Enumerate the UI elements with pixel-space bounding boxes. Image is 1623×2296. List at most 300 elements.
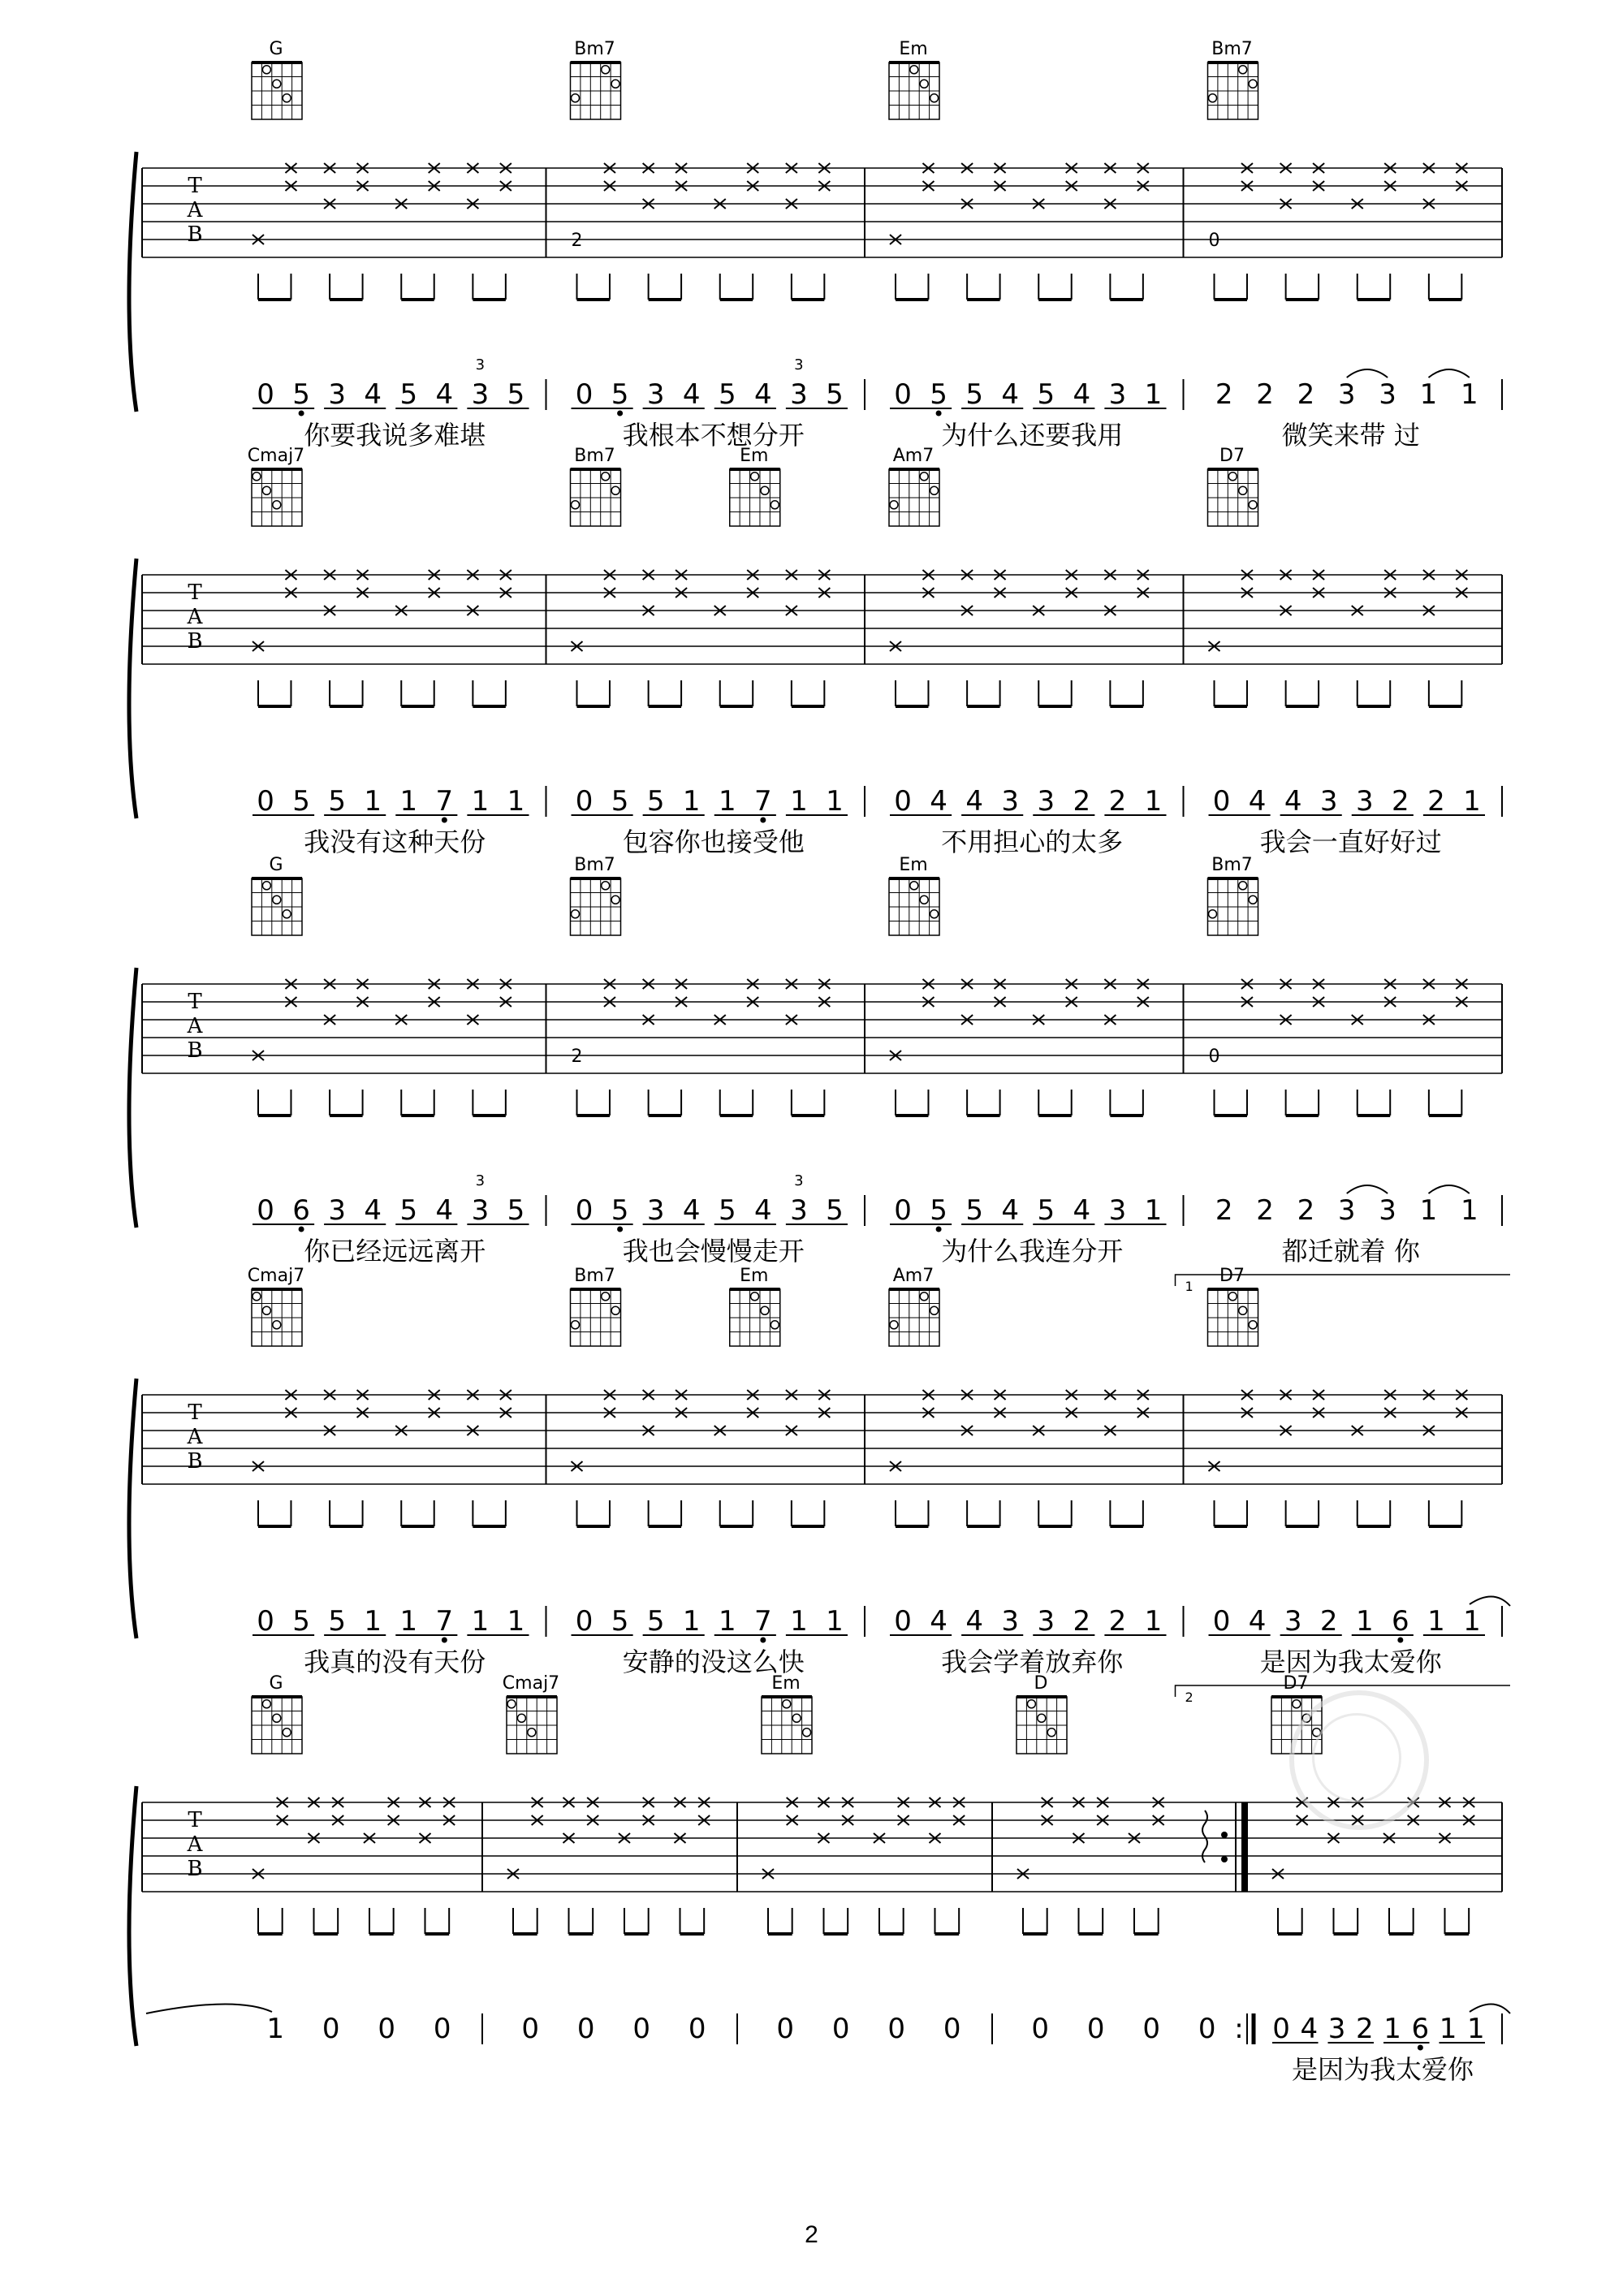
- jianpu-number: 5: [930, 378, 947, 411]
- chord-diagram: [252, 39, 302, 119]
- chord-finger-dot: [783, 1700, 791, 1708]
- jianpu-number: 1: [682, 1605, 701, 1638]
- lyrics-text: 我会一直好好过: [1259, 826, 1442, 857]
- chord-finger-dot: [770, 1321, 779, 1329]
- jianpu-number: 1: [1439, 2013, 1457, 2045]
- chord-diagram: [730, 446, 780, 526]
- chord-finger-dot: [910, 882, 918, 890]
- watermark-stamp: [1289, 1690, 1429, 1830]
- chord-finger-dot: [930, 486, 939, 494]
- jianpu-number: 0: [1212, 1605, 1231, 1638]
- octave-dot: [617, 411, 623, 416]
- chord-name: Em: [899, 39, 928, 59]
- jianpu-number: 5: [507, 1194, 525, 1227]
- measure: [1176, 855, 1511, 1294]
- tab-clef-label: T: [188, 1808, 202, 1832]
- jianpu-number: 1: [399, 1605, 418, 1638]
- jianpu-number: 3: [1319, 785, 1338, 818]
- jianpu-number: 1: [1467, 2013, 1485, 2045]
- jianpu-number: 4: [1300, 2013, 1319, 2045]
- score-system: [129, 39, 1502, 451]
- tab-fret-number: 0: [1208, 1047, 1220, 1067]
- chord-name: Am7: [892, 446, 935, 466]
- lyrics-text: 我也会慢慢走开: [622, 1236, 805, 1267]
- jianpu-number: 0: [943, 2013, 961, 2045]
- chord-finger-dot: [1293, 1700, 1301, 1708]
- chord-diagram: [1208, 1266, 1258, 1346]
- jianpu-number: 0: [894, 1605, 912, 1638]
- jianpu-number: 3: [1037, 1605, 1055, 1638]
- jianpu-number: 1: [718, 1605, 736, 1638]
- jianpu-number: 0: [776, 2013, 795, 2045]
- chord-finger-dot: [1209, 910, 1217, 918]
- tab-clef-label: T: [188, 990, 202, 1014]
- jianpu-number: 2: [1073, 785, 1091, 818]
- jianpu-number: 5: [292, 378, 310, 411]
- chord-finger-dot: [890, 501, 898, 509]
- chord-finger-dot: [792, 1714, 801, 1722]
- triplet-number: 3: [794, 356, 804, 373]
- jianpu-number: 3: [328, 378, 346, 411]
- measure: [571, 855, 865, 1267]
- lyrics-text: 你已经远远离开: [304, 1236, 486, 1267]
- jianpu-number: 0: [632, 2013, 651, 2045]
- jianpu-number: 3: [1379, 1194, 1396, 1227]
- jianpu-number: 1: [682, 785, 701, 818]
- jianpu-number: 7: [754, 1605, 772, 1638]
- jianpu-number: 0: [894, 785, 912, 818]
- chord-finger-dot: [751, 473, 759, 481]
- jianpu-number: 1: [1427, 1605, 1445, 1638]
- chord-name: Em: [740, 446, 769, 466]
- chord-finger-dot: [572, 501, 580, 509]
- tab-fret-number: 2: [571, 231, 583, 251]
- chord-finger-dot: [262, 66, 270, 74]
- jianpu-number: 0: [575, 378, 594, 411]
- jianpu-number: 0: [1212, 785, 1231, 818]
- chord-finger-dot: [273, 896, 281, 904]
- jianpu-number: 3: [471, 378, 490, 411]
- jianpu-number: 2: [1215, 378, 1233, 411]
- jianpu-number: 7: [435, 785, 454, 818]
- lyrics-text: 是因为我太爱你: [1259, 1646, 1442, 1677]
- jianpu-number: 5: [328, 785, 346, 818]
- jianpu-number: 2: [1108, 1605, 1127, 1638]
- jianpu-number: 0: [575, 785, 594, 818]
- jianpu-number: 4: [965, 785, 983, 818]
- jianpu-number: 0: [1272, 2013, 1290, 2045]
- chord-finger-dot: [890, 1321, 898, 1329]
- measure: [571, 446, 865, 857]
- jianpu-number: 4: [435, 1194, 454, 1227]
- jianpu-number: 4: [435, 378, 454, 411]
- jianpu-number: 0: [688, 2013, 706, 2045]
- jianpu-number: 3: [646, 1194, 665, 1227]
- octave-dot: [299, 1227, 304, 1232]
- jianpu-number: 4: [1001, 1194, 1020, 1227]
- measure: [571, 39, 865, 451]
- jianpu-number: 5: [826, 378, 844, 411]
- system-brace: [129, 559, 136, 818]
- jianpu-number: 5: [1037, 1194, 1055, 1227]
- octave-dot: [936, 411, 942, 416]
- jianpu-number: 3: [646, 378, 665, 411]
- jianpu-number: 3: [1001, 785, 1020, 818]
- tab-clef-label: B: [187, 222, 203, 247]
- jianpu-number: 4: [1284, 785, 1302, 818]
- chord-diagram: [503, 1673, 559, 1754]
- jianpu-number: 1: [1419, 378, 1438, 411]
- jianpu-number: 1: [507, 1605, 525, 1638]
- jianpu-number: 1: [826, 1605, 844, 1638]
- lyrics-text: 我没有这种天份: [304, 826, 486, 857]
- jianpu-number: 1: [1144, 1605, 1163, 1638]
- tab-clef-label: B: [187, 1449, 203, 1474]
- chord-finger-dot: [1228, 473, 1237, 481]
- jianpu-number: 4: [1073, 1194, 1091, 1227]
- jianpu-number: 1: [471, 1605, 490, 1638]
- jianpu-number: 1: [1383, 2013, 1401, 2045]
- jianpu-number: 5: [399, 1194, 418, 1227]
- tab-clef-label: T: [188, 580, 202, 605]
- octave-dot: [760, 818, 766, 823]
- jianpu-number: 1: [266, 2013, 285, 2045]
- jianpu-number: 1: [1461, 378, 1478, 411]
- page-number: 2: [805, 2221, 818, 2248]
- chord-finger-dot: [803, 1728, 811, 1737]
- chord-finger-dot: [572, 94, 580, 102]
- chord-finger-dot: [602, 66, 610, 74]
- chord-diagram: [252, 855, 302, 935]
- jianpu-number: 4: [1073, 378, 1091, 411]
- jianpu-number: 5: [826, 1194, 844, 1227]
- jianpu-number: 1: [364, 785, 382, 818]
- chord-finger-dot: [1209, 94, 1217, 102]
- measure: [889, 446, 1184, 857]
- jianpu-number: 4: [965, 1605, 983, 1638]
- chord-diagram: [571, 446, 621, 526]
- chord-finger-dot: [611, 486, 619, 494]
- chord-finger-dot: [273, 80, 281, 88]
- octave-dot: [299, 411, 304, 416]
- jianpu-number: 5: [965, 1194, 983, 1227]
- jianpu-number: 1: [790, 1605, 808, 1638]
- tab-fret-number: 2: [571, 1047, 583, 1067]
- measure: [889, 855, 1184, 1267]
- jianpu-number: 5: [718, 378, 736, 411]
- tab-clef-label: A: [187, 1014, 203, 1038]
- repeat-dot: [1221, 1832, 1228, 1838]
- chord-diagram: [1208, 855, 1258, 935]
- jianpu-number: 1: [826, 785, 844, 818]
- chord-name: D7: [1219, 1266, 1245, 1286]
- tie-arc: [146, 2004, 272, 2013]
- arpeggio-mark: [1202, 1810, 1207, 1862]
- score-system: [129, 446, 1502, 857]
- jianpu-number: 2: [1356, 2013, 1374, 2045]
- chord-finger-dot: [1228, 1293, 1237, 1301]
- chord-finger-dot: [1249, 501, 1257, 509]
- chord-name: G: [269, 39, 283, 59]
- jianpu-number: 4: [364, 378, 382, 411]
- jianpu-number: 0: [322, 2013, 340, 2045]
- measure: [1017, 1673, 1254, 2045]
- chord-finger-dot: [273, 501, 281, 509]
- jianpu-number: 1: [507, 785, 525, 818]
- chord-finger-dot: [602, 1293, 610, 1301]
- tab-clef-label: A: [187, 1425, 203, 1449]
- jianpu-number: 1: [1144, 1194, 1163, 1227]
- jianpu-number: 1: [1355, 1605, 1374, 1638]
- measure: [1208, 446, 1503, 857]
- chord-name: G: [269, 855, 283, 875]
- lyrics-text: 微笑来带 过: [1281, 420, 1420, 451]
- jianpu-number: 1: [471, 785, 490, 818]
- tie-arc: [1428, 369, 1469, 378]
- jianpu-number: 4: [364, 1194, 382, 1227]
- jianpu-number: 3: [1001, 1605, 1020, 1638]
- chord-diagram: [1208, 446, 1258, 526]
- jianpu-number: 2: [1215, 1194, 1233, 1227]
- chord-finger-dot: [602, 473, 610, 481]
- jianpu-number: 7: [435, 1605, 454, 1638]
- chord-name: D7: [1219, 446, 1245, 466]
- tab-clef-label: A: [187, 198, 203, 222]
- jianpu-number: 5: [328, 1605, 346, 1638]
- chord-finger-dot: [1249, 896, 1257, 904]
- triplet-number: 3: [475, 1172, 486, 1189]
- chord-finger-dot: [517, 1714, 525, 1722]
- jianpu-number: 3: [1284, 1605, 1302, 1638]
- jianpu-number: 1: [718, 785, 736, 818]
- chord-name: Bm7: [574, 855, 615, 875]
- jianpu-number: 0: [887, 2013, 906, 2045]
- chord-finger-dot: [283, 94, 291, 102]
- lyrics-text: 我会学着放弃你: [941, 1646, 1124, 1677]
- measure: [1176, 1266, 1511, 1705]
- jianpu-number: 3: [1355, 785, 1374, 818]
- chord-finger-dot: [930, 910, 939, 918]
- jianpu-number: 1: [399, 785, 418, 818]
- octave-dot: [442, 818, 447, 823]
- chord-name: Bm7: [574, 39, 615, 59]
- chord-diagram: [889, 446, 939, 526]
- chord-name: Bm7: [1211, 39, 1253, 59]
- chord-finger-dot: [761, 486, 769, 494]
- chord-finger-dot: [1239, 486, 1247, 494]
- jianpu-number: 1: [790, 785, 808, 818]
- chord-finger-dot: [262, 1306, 270, 1314]
- lyrics-text: 为什么我连分开: [941, 1236, 1124, 1267]
- jianpu-number: 0: [894, 1194, 912, 1227]
- chord-name: Em: [740, 1266, 769, 1286]
- volta-number: 1: [1185, 1279, 1194, 1294]
- jianpu-number: 0: [257, 378, 274, 411]
- jianpu-number: 3: [1108, 1194, 1127, 1227]
- jianpu-number: 3: [1037, 785, 1055, 818]
- jianpu-number: 6: [1411, 2013, 1430, 2045]
- measure: [248, 446, 546, 857]
- jianpu-number: 3: [1108, 378, 1127, 411]
- chord-name: Bm7: [574, 446, 615, 466]
- jianpu-number: 0: [521, 2013, 540, 2045]
- chord-finger-dot: [572, 1321, 580, 1329]
- chord-diagram: [889, 39, 939, 119]
- chord-finger-dot: [262, 1700, 270, 1708]
- measure: [252, 855, 546, 1267]
- jianpu-number: 4: [930, 1605, 947, 1638]
- octave-dot: [1397, 1638, 1403, 1643]
- jianpu-number: 0: [257, 1605, 274, 1638]
- tab-clef-label: A: [187, 605, 203, 629]
- chord-diagram: [889, 855, 939, 935]
- jianpu-number: 2: [1427, 785, 1445, 818]
- tab-clef-label: A: [187, 1832, 203, 1857]
- system-brace: [129, 1786, 136, 2046]
- chord-finger-dot: [273, 1321, 281, 1329]
- jianpu-number: 6: [1392, 1605, 1409, 1638]
- jianpu-number: 5: [611, 1605, 629, 1638]
- lyrics-text: 我真的没有天份: [304, 1646, 486, 1677]
- chord-name: Bm7: [574, 1266, 615, 1286]
- lyrics-text: 我根本不想分开: [622, 420, 805, 451]
- chord-name: D: [1034, 1673, 1048, 1694]
- jianpu-number: 2: [1319, 1605, 1338, 1638]
- chord-name: G: [269, 1673, 283, 1694]
- jianpu-number: 5: [611, 378, 629, 411]
- jianpu-number: 3: [790, 1194, 808, 1227]
- jianpu-number: 0: [1086, 2013, 1105, 2045]
- chord-finger-dot: [751, 1293, 759, 1301]
- octave-dot: [760, 1638, 766, 1643]
- lyrics-text: 为什么还要我用: [941, 420, 1124, 451]
- jianpu-number: 4: [682, 1194, 701, 1227]
- jianpu-number: 5: [611, 1194, 629, 1227]
- measure: [889, 1266, 1184, 1677]
- chord-finger-dot: [920, 473, 928, 481]
- chord-finger-dot: [253, 1293, 261, 1301]
- jianpu-number: 0: [1142, 2013, 1161, 2045]
- lyrics-text: 安静的没这么快: [622, 1646, 805, 1677]
- jianpu-number: 1: [1144, 785, 1163, 818]
- jianpu-number: 3: [790, 378, 808, 411]
- tab-clef-label: B: [187, 629, 203, 654]
- chord-finger-dot: [920, 896, 928, 904]
- chord-diagram: [730, 1266, 780, 1346]
- lyrics-text: 都迁就着 你: [1281, 1236, 1420, 1267]
- chord-diagram: [571, 855, 621, 935]
- chord-name: Em: [771, 1673, 801, 1694]
- chord-finger-dot: [1038, 1714, 1046, 1722]
- tab-fret-number: 0: [1208, 231, 1220, 251]
- chord-diagram: [571, 1266, 621, 1346]
- jianpu-number: 0: [575, 1605, 594, 1638]
- tab-clef-label: T: [188, 1400, 202, 1425]
- chord-finger-dot: [930, 94, 939, 102]
- chord-finger-dot: [528, 1728, 536, 1737]
- measure: [571, 1266, 865, 1677]
- chord-finger-dot: [611, 80, 619, 88]
- chord-name: Am7: [892, 1266, 935, 1286]
- measure: [248, 1266, 546, 1677]
- tie-arc: [1347, 369, 1388, 378]
- chord-finger-dot: [507, 1700, 516, 1708]
- jianpu-number: 2: [1392, 785, 1409, 818]
- jianpu-number: 5: [399, 378, 418, 411]
- jianpu-number: 2: [1297, 378, 1315, 411]
- jianpu-number: 5: [646, 1605, 665, 1638]
- measure: [762, 1673, 992, 2045]
- jianpu-number: 0: [575, 1194, 594, 1227]
- jianpu-number: 3: [1327, 2013, 1346, 2045]
- chord-finger-dot: [262, 882, 270, 890]
- jianpu-number: 0: [576, 2013, 595, 2045]
- jianpu-number: 0: [1031, 2013, 1050, 2045]
- chord-finger-dot: [572, 910, 580, 918]
- lyrics-text: 包容你也接受他: [622, 826, 805, 857]
- lyrics-text: 是因为我太爱你: [1291, 2054, 1474, 2085]
- lyrics-text: 你要我说多难堪: [304, 420, 486, 451]
- repeat-dot: [1221, 1856, 1228, 1862]
- jianpu-number: 4: [754, 1194, 772, 1227]
- jianpu-number: 4: [682, 378, 701, 411]
- measure: [503, 1673, 737, 2045]
- chord-diagram: [248, 446, 304, 526]
- triplet-number: 3: [475, 356, 486, 373]
- lyrics-text: 不用担心的太多: [941, 826, 1124, 857]
- jianpu-number: 4: [1001, 378, 1020, 411]
- chord-finger-dot: [761, 1306, 769, 1314]
- jianpu-number: 2: [1256, 378, 1274, 411]
- measure: [1208, 39, 1503, 451]
- jianpu-repeat-colon: :: [1234, 2013, 1244, 2045]
- jianpu-number: 5: [507, 378, 525, 411]
- octave-dot: [442, 1638, 447, 1643]
- jianpu-number: 5: [930, 1194, 947, 1227]
- chord-finger-dot: [611, 1306, 619, 1314]
- chord-finger-dot: [602, 882, 610, 890]
- jianpu-number: 3: [328, 1194, 346, 1227]
- chord-finger-dot: [611, 896, 619, 904]
- chord-name: Cmaj7: [247, 1266, 305, 1286]
- jianpu-number: 4: [1248, 785, 1267, 818]
- jianpu-number: 2: [1108, 785, 1127, 818]
- chord-finger-dot: [1239, 1306, 1247, 1314]
- jianpu-number: 2: [1256, 1194, 1274, 1227]
- jianpu-number: 0: [1198, 2013, 1216, 2045]
- jianpu-number: 3: [1379, 378, 1396, 411]
- octave-dot: [1418, 2045, 1423, 2051]
- tie-arc: [1347, 1185, 1388, 1193]
- system-brace: [129, 152, 136, 412]
- score-system: [129, 855, 1510, 1294]
- jianpu-number: 5: [1037, 378, 1055, 411]
- tab-clef-label: B: [187, 1038, 203, 1063]
- jianpu-number: 5: [646, 785, 665, 818]
- chord-finger-dot: [1239, 882, 1247, 890]
- chord-diagram: [889, 1266, 939, 1346]
- score-system: [129, 1266, 1510, 1705]
- jianpu-number: 1: [1463, 785, 1481, 818]
- chord-finger-dot: [1239, 66, 1247, 74]
- jianpu-number: 3: [1337, 378, 1356, 411]
- chord-finger-dot: [262, 486, 270, 494]
- jianpu-number: 5: [611, 785, 629, 818]
- jianpu-number: 7: [754, 785, 772, 818]
- chord-name: Cmaj7: [247, 446, 305, 466]
- chord-diagram: [762, 1673, 812, 1754]
- jianpu-number: 1: [1463, 1605, 1481, 1638]
